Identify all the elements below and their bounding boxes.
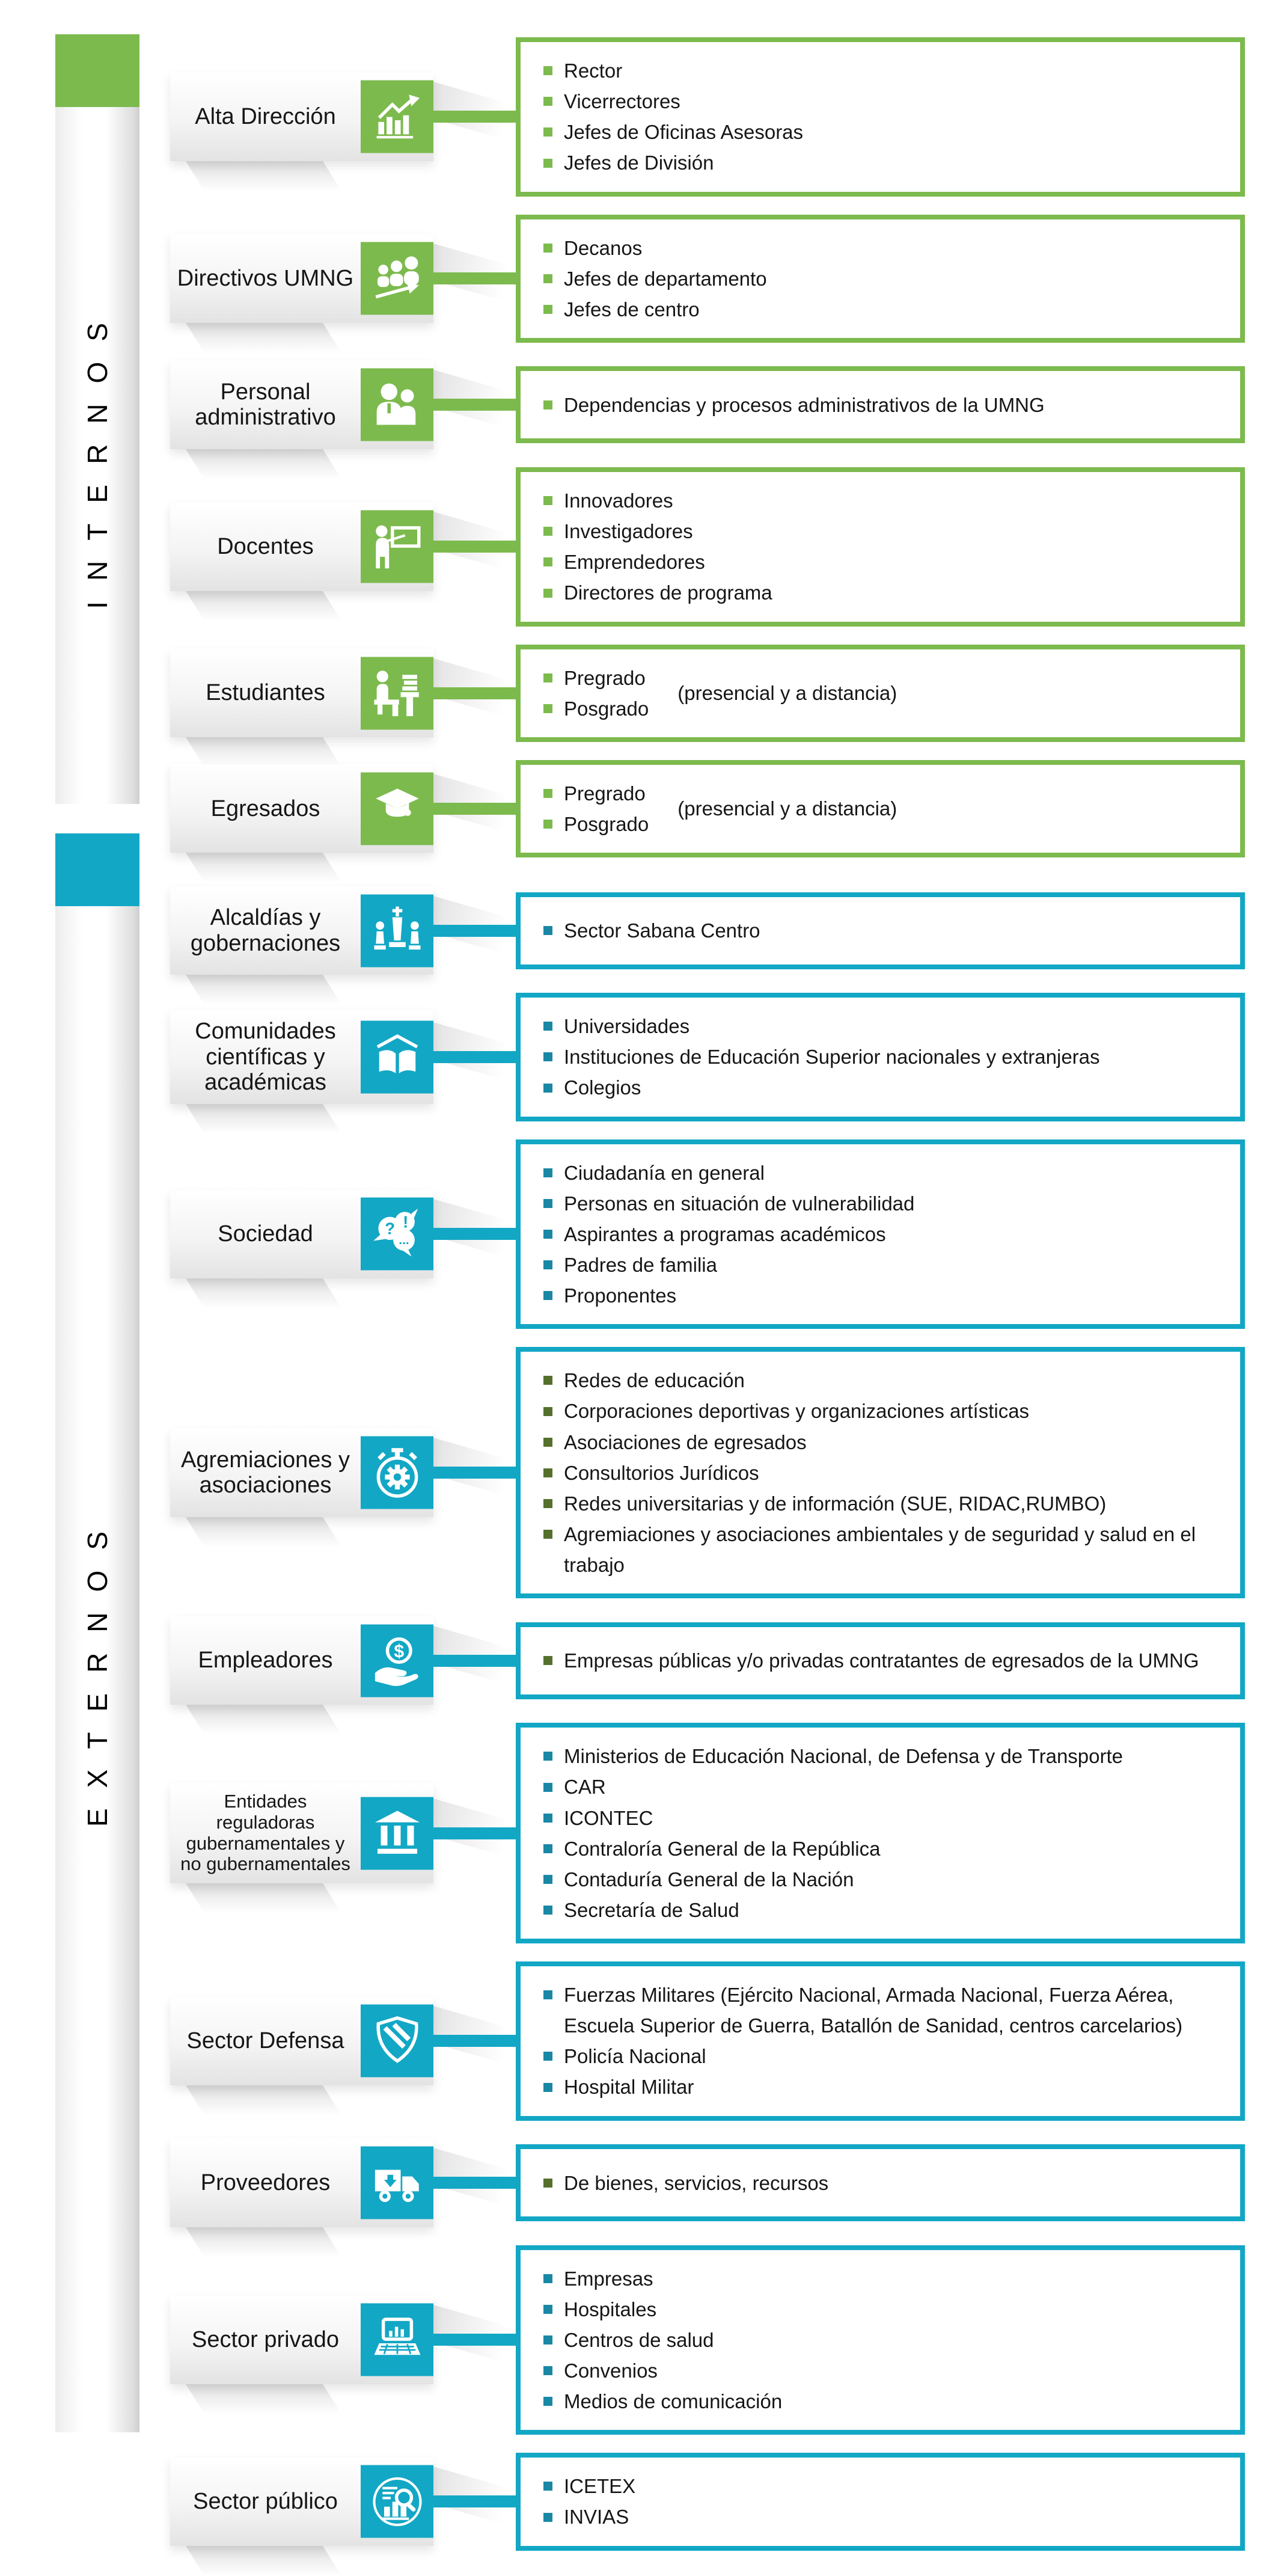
stakeholder-name: Alcaldías y gobernaciones bbox=[190, 905, 341, 956]
stakeholder-icon-tile bbox=[361, 1624, 433, 1697]
stakeholder-icon-tile bbox=[361, 2005, 433, 2078]
label-box bbox=[170, 1997, 433, 2085]
shadow-wedge bbox=[186, 2546, 341, 2576]
connector-line bbox=[433, 2334, 516, 2346]
student-desk-icon bbox=[371, 667, 424, 720]
shadow-wedge bbox=[186, 853, 341, 883]
stakeholder-icon-tile bbox=[361, 1437, 433, 1509]
stakeholder-items bbox=[539, 1645, 1199, 1676]
list-item: Decanos bbox=[539, 233, 767, 263]
stakeholder-row-externos-7 bbox=[170, 2139, 1245, 2227]
stakeholder-items bbox=[539, 2263, 782, 2417]
stakeholder-row-internos-2 bbox=[170, 361, 1245, 449]
list-item: Instituciones de Educación Superior nacionales y extranjeras bbox=[539, 1041, 1100, 1072]
list-item: Investigadores bbox=[539, 516, 772, 547]
list-item: Jefes de centro bbox=[539, 294, 767, 325]
stakeholder-name: Proveedores bbox=[200, 2170, 331, 2195]
list-item: Universidades bbox=[539, 1011, 1100, 1041]
stakeholder-name: Sociedad bbox=[218, 1221, 313, 1247]
stakeholder-row-externos-4 bbox=[170, 1616, 1245, 1705]
stakeholder-items-box bbox=[516, 1622, 1245, 1699]
hand-coin-icon bbox=[371, 1634, 424, 1687]
label-box bbox=[170, 649, 433, 737]
stakeholder-row-externos-1 bbox=[170, 993, 1245, 1121]
externos-label: EXTERNOS bbox=[82, 1511, 113, 1827]
stopwatch-gear-icon bbox=[371, 1446, 424, 1499]
stakeholder-items-box bbox=[516, 2453, 1245, 2550]
stakeholder-row-externos-6 bbox=[170, 1961, 1245, 2121]
stakeholder-items bbox=[539, 390, 1045, 420]
graduation-cap-icon bbox=[371, 782, 424, 835]
stakeholder-icon-tile bbox=[361, 511, 433, 583]
internos-cap bbox=[55, 34, 139, 107]
modality-note: (presencial y a distancia) bbox=[677, 681, 897, 704]
stakeholder-items-box bbox=[516, 467, 1245, 627]
stakeholder-label-box bbox=[170, 1429, 433, 1517]
shadow-wedge bbox=[186, 323, 341, 353]
list-item: Aspirantes a programas académicos bbox=[539, 1219, 914, 1250]
label-box bbox=[170, 2296, 433, 2384]
list-item: Fuerzas Militares (Ejército Nacional, Armada Nacional, Fuerza Aérea, Escuela Superior de Guerra, Batallón de Sanidad, centros carcelarios) bbox=[539, 1980, 1222, 2041]
list-item: Pregrado bbox=[539, 663, 649, 693]
label-box bbox=[170, 73, 433, 161]
connector-line bbox=[433, 803, 516, 815]
list-item: Padres de familia bbox=[539, 1250, 914, 1280]
label-box bbox=[170, 1616, 433, 1705]
stakeholder-label-box bbox=[170, 235, 433, 323]
list-item: Convenios bbox=[539, 2355, 782, 2386]
stakeholder-items-box bbox=[516, 645, 1245, 742]
label-box bbox=[170, 764, 433, 853]
stakeholder-icon-tile bbox=[361, 242, 433, 315]
stakeholder-row-externos-3 bbox=[170, 1347, 1245, 1598]
label-box bbox=[170, 1190, 433, 1278]
label-box bbox=[170, 235, 433, 323]
rows-column bbox=[170, 0, 1245, 2569]
shadow-wedge bbox=[186, 1517, 341, 1547]
list-item: INVIAS bbox=[539, 2501, 635, 2532]
stakeholder-label-box bbox=[170, 2296, 433, 2384]
shadow-wedge bbox=[186, 591, 341, 621]
list-item: Posgrado bbox=[539, 809, 649, 839]
stakeholder-items-box bbox=[516, 1347, 1245, 1598]
list-item: Posgrado bbox=[539, 693, 649, 724]
stakeholder-items-box bbox=[516, 37, 1245, 197]
list-item: Pregrado bbox=[539, 778, 649, 809]
stakeholder-icon-tile bbox=[361, 1797, 433, 1869]
stakeholder-name: Empleadores bbox=[198, 1648, 333, 1673]
stakeholder-label-box bbox=[170, 649, 433, 737]
open-book-school-icon bbox=[371, 1031, 424, 1084]
stakeholder-name: Alta Dirección bbox=[195, 104, 336, 129]
list-item: Policía Nacional bbox=[539, 2041, 1222, 2072]
stakeholder-label-box bbox=[170, 73, 433, 161]
list-item: Contaduría General de la Nación bbox=[539, 1864, 1123, 1895]
stakeholder-name: Sector público bbox=[193, 2489, 338, 2515]
shadow-wedge bbox=[186, 2384, 341, 2414]
stakeholder-icon-tile bbox=[361, 2465, 433, 2538]
stakeholder-name: Agremiaciones y asociaciones bbox=[181, 1447, 350, 1498]
list-item: Directores de programa bbox=[539, 577, 772, 608]
stakeholder-items-box bbox=[516, 366, 1245, 443]
chess-pieces-icon bbox=[371, 904, 424, 957]
internos-label: INTERNOS bbox=[82, 302, 113, 609]
speech-bubbles-icon bbox=[371, 1207, 424, 1260]
stakeholder-items-box bbox=[516, 1961, 1245, 2121]
stakeholder-label-box bbox=[170, 764, 433, 853]
stakeholder-items bbox=[539, 1158, 914, 1311]
modality-note: (presencial y a distancia) bbox=[677, 797, 897, 820]
stakeholder-name: Entidades reguladoras gubernamentales y no gubernamentales bbox=[180, 1791, 350, 1875]
stakeholder-icon-tile bbox=[361, 1198, 433, 1271]
stakeholder-icon-tile bbox=[361, 2304, 433, 2376]
list-item: Empresas públicas y/o privadas contratantes de egresados de la UMNG bbox=[539, 1645, 1199, 1676]
list-item: Rector bbox=[539, 55, 803, 86]
connector-line bbox=[433, 1827, 516, 1839]
laptop-chart-icon bbox=[371, 2313, 424, 2366]
stakeholder-name: Directivos UMNG bbox=[177, 265, 354, 291]
list-item: Proponentes bbox=[539, 1280, 914, 1311]
stakeholder-label-box bbox=[170, 1997, 433, 2085]
list-item: Corporaciones deportivas y organizaciones artísticas bbox=[539, 1396, 1222, 1426]
list-item: Empresas bbox=[539, 2263, 782, 2294]
connector-line bbox=[433, 541, 516, 553]
label-box bbox=[170, 1010, 433, 1104]
teacher-board-icon bbox=[371, 520, 424, 573]
stakeholder-items-box bbox=[516, 1139, 1245, 1329]
list-item: Innovadores bbox=[539, 485, 772, 516]
list-item: Ministerios de Educación Nacional, de Defensa y de Transporte bbox=[539, 1741, 1123, 1771]
list-item: Jefes de departamento bbox=[539, 263, 767, 294]
connector-line bbox=[433, 2495, 516, 2507]
stakeholder-row-internos-1 bbox=[170, 215, 1245, 343]
stakeholder-items bbox=[539, 1980, 1222, 2103]
stakeholder-items-box bbox=[516, 215, 1245, 343]
stakeholder-name: Estudiantes bbox=[206, 680, 325, 706]
stakeholder-row-externos-2 bbox=[170, 1139, 1245, 1329]
list-item: Centros de salud bbox=[539, 2325, 782, 2355]
internos-rail-bar bbox=[55, 107, 139, 804]
connector-line bbox=[433, 1228, 516, 1240]
stakeholder-items bbox=[539, 2471, 635, 2532]
externos-rail-bar bbox=[55, 906, 139, 2432]
list-item: Personas en situación de vulnerabilidad bbox=[539, 1188, 914, 1219]
list-item: Sector Sabana Centro bbox=[539, 915, 760, 946]
stakeholder-label-box bbox=[170, 2458, 433, 2546]
delivery-truck-icon bbox=[371, 2156, 424, 2209]
label-box bbox=[170, 2139, 433, 2227]
stakeholder-label-box bbox=[170, 361, 433, 449]
connector-line bbox=[433, 1051, 516, 1063]
list-item: CAR bbox=[539, 1771, 1123, 1802]
magnifier-chart-icon bbox=[371, 2475, 424, 2528]
side-rail bbox=[55, 0, 139, 2486]
stakeholder-items-box bbox=[516, 892, 1245, 969]
connector-line bbox=[433, 925, 516, 937]
list-item: Asociaciones de egresados bbox=[539, 1427, 1222, 1458]
list-item: ICONTEC bbox=[539, 1803, 1123, 1833]
connector-line bbox=[433, 1655, 516, 1667]
stakeholder-icon-tile bbox=[361, 657, 433, 729]
stakeholder-icon-tile bbox=[361, 2147, 433, 2219]
connector-line bbox=[433, 2035, 516, 2047]
shield-icon bbox=[371, 2014, 424, 2067]
stakeholder-icon-tile bbox=[361, 772, 433, 845]
list-item: Agremiaciones y asociaciones ambientales y de seguridad y salud en el trabajo bbox=[539, 1519, 1222, 1580]
list-item: Colegios bbox=[539, 1072, 1100, 1103]
stakeholder-items bbox=[539, 1741, 1123, 1925]
stakeholder-icon-tile bbox=[361, 81, 433, 153]
stakeholder-label-box bbox=[170, 1783, 433, 1883]
stakeholder-label-box bbox=[170, 2139, 433, 2227]
shadow-wedge bbox=[186, 1104, 341, 1134]
connector-line bbox=[433, 687, 516, 699]
shadow-wedge bbox=[186, 1278, 341, 1308]
stakeholder-row-internos-3 bbox=[170, 467, 1245, 627]
label-box bbox=[170, 1429, 433, 1517]
label-box bbox=[170, 1783, 433, 1883]
stakeholder-label-box bbox=[170, 1010, 433, 1104]
business-people-icon bbox=[371, 378, 424, 431]
list-item: Jefes de Oficinas Asesoras bbox=[539, 117, 803, 147]
externos-cap bbox=[55, 833, 139, 906]
stakeholder-name: Personal administrativo bbox=[195, 379, 336, 431]
list-item: Redes universitarias y de información (SUE, RIDAC,RUMBO) bbox=[539, 1488, 1222, 1519]
list-item: De bienes, servicios, recursos bbox=[539, 2168, 828, 2198]
stakeholder-items bbox=[539, 55, 803, 179]
stakeholder-items-box bbox=[516, 760, 1245, 857]
connector-line bbox=[433, 399, 516, 411]
stakeholder-icon-tile bbox=[361, 1020, 433, 1093]
connector-line bbox=[433, 1467, 516, 1479]
people-growth-icon bbox=[371, 252, 424, 305]
list-item: Secretaría de Salud bbox=[539, 1895, 1123, 1925]
stakeholder-name: Egresados bbox=[210, 796, 320, 821]
stakeholder-items-box bbox=[516, 2144, 1245, 2221]
stakeholder-items bbox=[539, 1011, 1100, 1103]
stakeholder-items bbox=[539, 663, 649, 724]
stakeholder-name: Sector Defensa bbox=[186, 2028, 344, 2054]
label-box bbox=[170, 361, 433, 449]
list-item: Redes de educación bbox=[539, 1365, 1222, 1396]
stakeholder-label-box bbox=[170, 503, 433, 591]
stakeholder-label-box bbox=[170, 886, 433, 975]
list-item: Hospitales bbox=[539, 2294, 782, 2325]
shadow-wedge bbox=[186, 1883, 341, 1913]
stakeholder-name: Sector privado bbox=[191, 2327, 339, 2353]
label-box bbox=[170, 886, 433, 975]
stakeholder-items-box bbox=[516, 2245, 1245, 2435]
stakeholder-icon-tile bbox=[361, 894, 433, 967]
stakeholder-items-box bbox=[516, 993, 1245, 1121]
shadow-wedge bbox=[186, 161, 341, 191]
list-item: Medios de comunicación bbox=[539, 2386, 782, 2417]
connector-line bbox=[433, 111, 516, 123]
list-item: Contraloría General de la República bbox=[539, 1833, 1123, 1864]
shadow-wedge bbox=[186, 2085, 341, 2115]
label-box bbox=[170, 2458, 433, 2546]
stakeholder-name: Docentes bbox=[217, 533, 314, 559]
stakeholder-items bbox=[539, 233, 767, 325]
stakeholder-items bbox=[539, 2168, 828, 2198]
stakeholder-name: Comunidades científicas y académicas bbox=[195, 1019, 336, 1096]
bank-building-icon bbox=[371, 1807, 424, 1860]
list-item: Hospital Militar bbox=[539, 2072, 1222, 2102]
stakeholder-row-externos-9 bbox=[170, 2453, 1245, 2550]
stakeholder-items bbox=[539, 1365, 1222, 1580]
list-item: Ciudadanía en general bbox=[539, 1158, 914, 1188]
stakeholder-row-internos-0 bbox=[170, 37, 1245, 197]
stakeholder-row-externos-8 bbox=[170, 2245, 1245, 2435]
stakeholder-items bbox=[539, 915, 760, 946]
stakeholder-label-box bbox=[170, 1190, 433, 1278]
label-box bbox=[170, 503, 433, 591]
list-item: Emprendedores bbox=[539, 547, 772, 577]
list-item: Vicerrectores bbox=[539, 86, 803, 117]
list-item: Dependencias y procesos administrativos de la UMNG bbox=[539, 390, 1045, 420]
stakeholder-items bbox=[539, 778, 649, 839]
connector-line bbox=[433, 2177, 516, 2189]
stakeholder-row-externos-0 bbox=[170, 886, 1245, 975]
connector-line bbox=[433, 272, 516, 284]
list-item: Jefes de División bbox=[539, 147, 803, 178]
stakeholder-row-internos-4 bbox=[170, 645, 1245, 742]
stakeholder-row-internos-5 bbox=[170, 760, 1245, 857]
stakeholder-icon-tile bbox=[361, 369, 433, 441]
list-item: Consultorios Jurídicos bbox=[539, 1458, 1222, 1488]
stakeholder-items bbox=[539, 485, 772, 609]
stakeholder-items-box bbox=[516, 1723, 1245, 1943]
chart-growth-icon bbox=[371, 90, 424, 143]
stakeholder-label-box bbox=[170, 1616, 433, 1705]
stakeholder-row-externos-5 bbox=[170, 1723, 1245, 1943]
list-item: ICETEX bbox=[539, 2471, 635, 2501]
